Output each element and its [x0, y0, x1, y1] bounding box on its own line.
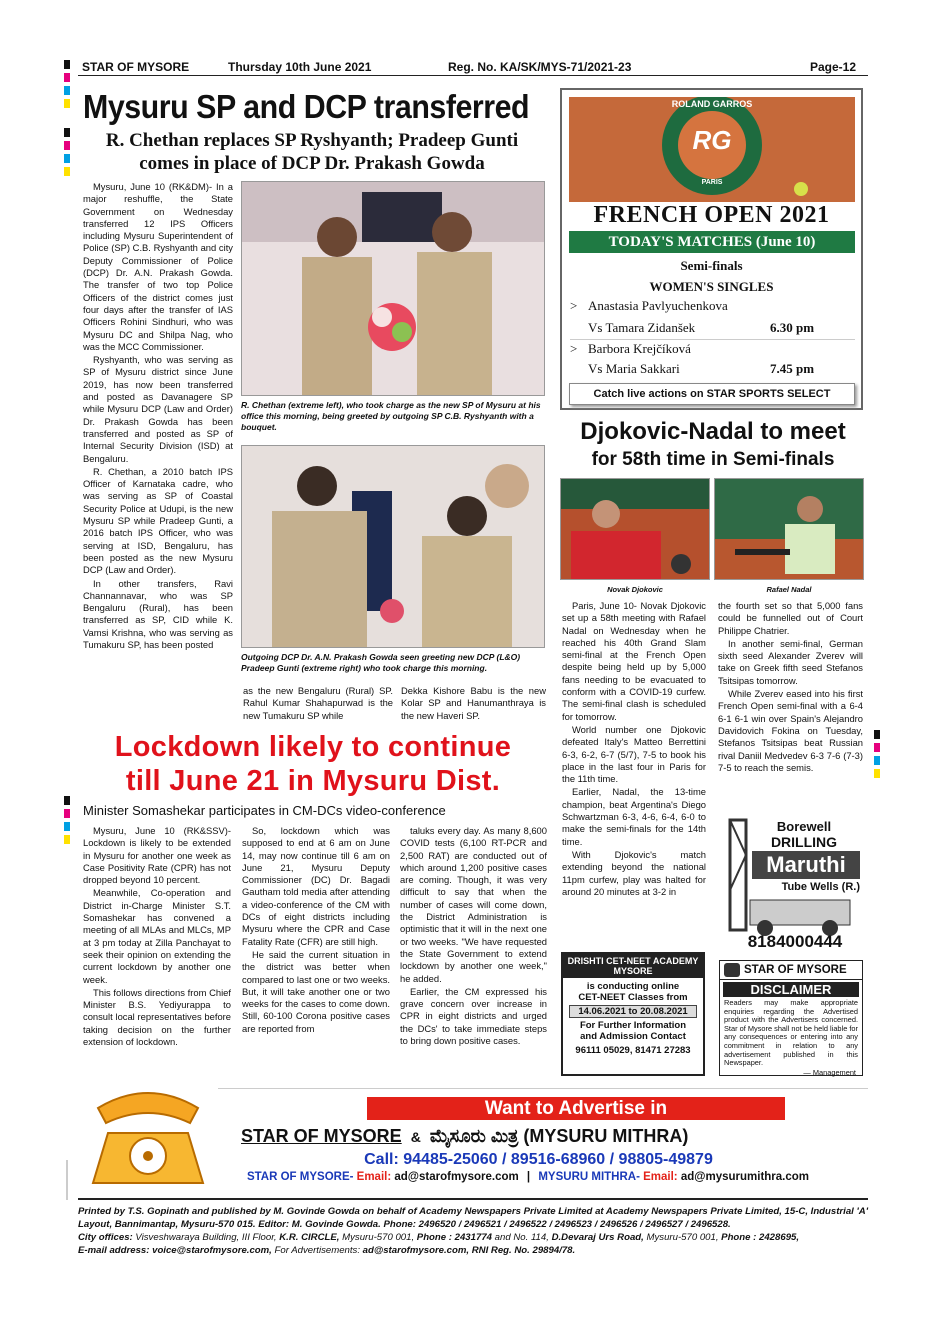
officers-greeting-image: [242, 446, 545, 648]
footer-part: ad@starofmysore.com, RNI Reg. No. 29894/78.: [362, 1245, 576, 1256]
story1-para: Mysuru, June 10 (RK&DM)- In a major reshuffle, the State Government on Wednesday transferred 12 IPS Officers including Mysuru Superintendent of Police (SP) C.B. Ryshyanth and city Deputy Commissioner of Police (DCP) Dr. A.N. Prakash Gowda. The transfer of two top Police Officers of the district comes just four days after the transfer of IAS Officers Rohini Sindhuri, who was Mysuru DC and Shilpa Nag, who was the MCC Commissioner.: [83, 181, 233, 352]
footer-part: and No. 114,: [494, 1232, 549, 1243]
story2-para: This follows directions from Chief Minister B.S. Yediyurappa to consult local representatives before taking decision on the further extension of lockdown.: [83, 986, 231, 1048]
story2-para: He said the current situation in the district was better when compared to last one or two weeks. But, it will take another one or two weeks for the cases to come down. Still, 60-100 Corona positive cases are reported from: [242, 948, 390, 1034]
advert-frame: [218, 1088, 868, 1190]
story1-para: Ryshyanth, who was serving as SP of Mysuru district since June 2019, has now been transferred and posted as Davanagere SP while Mysuru DCP (Law and Order) Dr. Prakash Gowda has been transferred and posted as SP of Internal Security Division (ISD) at Bengaluru.: [83, 354, 233, 464]
footer-part: E-mail address: voice@starofmysore.com,: [78, 1245, 272, 1256]
story2-para: So, lockdown which was supposed to end at 6 am on June 14, may now continue till 6 am on June 21, Mysuru Deputy Commissioner (DC) Dr. Bagadi Gautham told media after attending a video-conference of the CM with DCs of eight districts including Mysuru where the CPR and Case Fatality Rate (CFR) are still high.: [242, 825, 390, 947]
registration-strip-right: [874, 730, 880, 778]
lockdown-headline-line1: Lockdown likely to continue: [114, 731, 512, 763]
story1-para: In other transfers, Ravi Channannavar, who was SP Bengaluru (Rural), has been transferred as SP, CID while K. Vamsi Krishna, who was serving as Tumakuru SP, has been posted: [83, 577, 233, 650]
tennis-para: With Djokovic's match extending beyond the national 11pm curfew, play was halted for around 20 minutes at 3-2 in: [562, 848, 706, 897]
match-player-2: Vs Tamara Zidanšek: [588, 320, 696, 335]
advert-call: Call: 94485-25060 / 89516-68960 / 98805-49879: [364, 1151, 713, 1168]
footer-part: City offices:: [78, 1232, 133, 1243]
email-sep: |: [526, 1171, 531, 1183]
photo1-caption: R. Chethan (extreme left), who took charge as the new SP of Mysuru at his office this morning, being greeted by outgoing SP C.B. Ryshyanth with a bouquet.: [241, 400, 541, 432]
disclaimer-box: [719, 960, 863, 1076]
advert-amp: &: [410, 1129, 421, 1145]
djokovic-image: [561, 479, 710, 580]
story1-para: R. Chethan, a 2010 batch IPS Officer of Karnataka cadre, who was serving as SP of Coastal Security Police at Udupi, is the new Mysuru SP while Pradeep Gunti, a 2016 batch IPS Officer, who was serving at ISD, Bengaluru, has been posted as the new Mysuru DCP (Law and Order).: [83, 465, 233, 576]
match-player-1: Anastasia Pavlyuchenkova: [588, 298, 728, 313]
issue-date: Thursday 10th June 2021: [228, 60, 372, 74]
footer-imprint: [78, 1205, 868, 1257]
match-divider: [570, 339, 855, 340]
registration-strip-left: [64, 60, 70, 108]
ad-academy-city: MYSORE: [613, 966, 653, 976]
match-1: [570, 298, 855, 335]
drishti-academy-ad: [561, 952, 705, 1076]
footer-rule: [78, 1198, 868, 1200]
match-time: 7.45 pm: [770, 361, 815, 376]
match-2: [570, 341, 855, 376]
story2-para: Meanwhile, Co-operation and District in-Charge Minister S.T. Somashekar has convened a meeting of all MLAs and MLCs, MP at 3 pm today at Zilla Panchayat to seek their opinion on extending the current lockdown by another one week.: [83, 887, 231, 985]
logo-mark: RG: [692, 125, 732, 155]
disclaimer-paper: STAR OF MYSORE: [744, 964, 847, 976]
tennis-column-2: [718, 600, 863, 775]
ad-line: is conducting online: [586, 981, 680, 992]
footer-part: For Advertisements:: [274, 1245, 360, 1256]
photo2-caption: Outgoing DCP Dr. A.N. Prakash Gowda seen greeting new DCP (L&O) Pradeep Gunti (extreme right) who took charge this morning.: [241, 652, 521, 673]
ad-dates: 14.06.2021 to 20.08.2021: [569, 1005, 697, 1018]
ad-line: For Further Information: [579, 1020, 687, 1031]
footer-line-2: [78, 1231, 868, 1244]
advert-paper-name: STAR OF MYSORE: [241, 1126, 402, 1146]
djokovic-caption: Novak Djokovic: [607, 585, 663, 594]
email-value-1: ad@starofmysore.com: [394, 1171, 519, 1183]
tennis-para: While Zverev eased into his first French Open semi-final with a 6-4 6-1 6-1 win over Spain's Alejandro Davidovich Fokina on Tuesday, Stefanos Tsitsipas beat Russian rival Daniil Medvedev 6-3 7-6 (7-3) 7-5 to reach the semis.: [718, 688, 863, 773]
borewell-ad: [720, 815, 862, 950]
todays-matches-bar: TODAY'S MATCHES (June 10): [569, 231, 855, 253]
story2-column-3: [400, 825, 547, 1048]
ad-academy-name: DRISHTI CET-NEET ACADEMY: [567, 956, 699, 966]
match-arrow: >: [570, 341, 578, 356]
footer-part: Mysuru-570 001,: [342, 1232, 415, 1243]
french-open-title: FRENCH OPEN 2021: [593, 202, 830, 228]
officers-bouquet-image: [242, 182, 545, 396]
disclaimer-title: DISCLAIMER: [723, 982, 859, 997]
clay-court-banner: [569, 97, 855, 202]
masthead-name: STAR OF MYSORE: [82, 60, 190, 74]
tennis-para: the fourth set so that 5,000 fans could be funnelled out of Court Philippe Chatrier.: [718, 600, 863, 636]
email-word: Email:: [356, 1171, 392, 1183]
registration-strip-left-2: [64, 128, 70, 176]
nadal-caption: Rafael Nadal: [766, 585, 812, 594]
borewell-title: Borewell: [776, 819, 832, 834]
lockdown-subhead: Minister Somashekar participates in CM-DCs video-conference: [83, 803, 446, 818]
match-player-2: Vs Maria Sakkari: [588, 361, 680, 376]
ad-line: CET-NEET Classes from: [578, 992, 688, 1003]
disclaimer-sign: — Management: [803, 1067, 856, 1077]
event-label: WOMEN'S SINGLES: [649, 279, 774, 294]
logo-top-text: ROLAND GARROS: [671, 99, 753, 109]
story1-column-1: [83, 181, 233, 652]
tennis-para: Earlier, Nadal, the 13-time champion, beat Argentina's Diego Schwartzman 6-3, 4-6, 6-4, 6-0 to make the semi-finals for the 14th time.: [562, 786, 706, 847]
advert-kannada: ಮೈಸೂರು ಮಿತ್ರ: [429, 1126, 519, 1146]
match-time: 6.30 pm: [770, 320, 815, 335]
disclaimer-text: Readers may make appropriate enquiries regarding the Advertised product with the Advertisers concerned. Star of Mysore shall not be held liable for any consequences or entering into any commitment in relation to any advertisement published in this Newspaper.: [724, 998, 858, 1068]
tennis-headline-1: Djokovic-Nadal to meet: [580, 418, 846, 445]
telephone-icon: [78, 1078, 218, 1190]
match-player-1: Barbora Krejčíková: [588, 341, 691, 356]
emblem-icon: [724, 963, 740, 977]
tennis-headline-2: for 58th time in Semi-finals: [591, 449, 835, 470]
footer-part: Mysuru-570 001,: [646, 1232, 719, 1243]
story1-column-2: [243, 685, 393, 723]
advert-mithra: (MYSURU MITHRA): [523, 1126, 689, 1146]
story1-subhead: R. Chethan replaces SP Ryshyanth; Pradeep Gunti comes in place of DCP Dr. Prakash Gowda: [105, 130, 519, 174]
footer-line-1: Printed by T.S. Gopinath and published by M. Govinde Gowda on behalf of Academy Newspapers Private Limited at Academy Newspapers Private Limited, 15-C, Industrial 'A' Layout, Bannimantap, Mysuru-570 015. Editor: M. Govinde Gowda. Phone: 2496520 / 2496521 / 2496522 / 2496523 / 2496526 / 2496527 / 2496528.: [78, 1206, 868, 1230]
story2-column-2: [242, 825, 390, 1036]
story2-column-1: [83, 825, 231, 1049]
tennis-para: In another semi-final, German sixth seed Alexander Zverev will take on Greek fifth seed Stefanos Tsitsipas tomorrow.: [718, 637, 863, 686]
round-label: Semi-finals: [680, 258, 743, 273]
story1-headline: Mysuru SP and DCP transferred: [83, 88, 530, 125]
djokovic-photo: [560, 478, 710, 580]
story2-para: Earlier, the CM expressed his grave concern over increase in CPR in eight districts and urged the DCs' to take immediate steps to bring down positive cases.: [400, 985, 547, 1047]
lockdown-headline-line2: till June 21 in Mysuru Dist.: [125, 765, 501, 797]
footer-part: K.R. CIRCLE,: [279, 1232, 340, 1243]
french-open-box: [560, 88, 863, 410]
story2-para: taluks every day. As many 8,600 COVID tests (6,100 RT-PCR and 2,500 RAT) are conducted out of which around 1,200 positive cases are coming. Though, it was very difficult to say that when the number of cases will come down, the District Administration is optimistic that it will in the next one or two weeks. "We have requested the State Government to extend lockdown by another one week," he added.: [400, 825, 547, 984]
email-word: Email:: [643, 1171, 678, 1183]
footer-part: Phone : 2428695,: [721, 1232, 800, 1243]
tennis-column-1: [562, 600, 706, 899]
page-header: [78, 58, 868, 76]
ad-line: and Admission Contact: [580, 1031, 686, 1042]
logo-bottom-text: PARIS: [701, 179, 723, 186]
tube-wells: Tube Wells (R.): [781, 881, 860, 893]
email-value-2: ad@mysurumithra.com: [680, 1171, 810, 1183]
photo-sp-takeover: [241, 181, 545, 396]
registration-number: Reg. No. KA/SK/MYS-71/2021-23: [448, 60, 632, 74]
page-number: Page-12: [810, 60, 857, 74]
story1-continued: Dekka Kishore Babu is the new Kolar SP and Hanumanthraya is the new Haveri SP.: [401, 685, 546, 721]
advert-banner: Want to Advertise in: [367, 1097, 785, 1120]
margin-rule: [66, 1160, 68, 1200]
photo-dcp-takeover: [241, 445, 545, 648]
story1-column-3: [401, 685, 546, 723]
nadal-photo: [714, 478, 864, 580]
story1-continued: as the new Bengaluru (Rural) SP. Rahul Kumar Shahapurwad is the new Tumakuru SP while: [243, 685, 393, 721]
footer-line-3: [78, 1244, 868, 1257]
ad-phones: 96111 05029, 81471 27283: [575, 1045, 691, 1056]
tennis-para: World number one Djokovic defeated Italy's Matteo Berrettini 6-3, 6-2, 6-7 (5/7), 7-5 to book his place in the last four in Paris for the 11th time.: [562, 723, 706, 785]
footer-part: D.Devaraj Urs Road,: [551, 1232, 644, 1243]
tennis-para: Paris, June 10- Novak Djokovic set up a 58th meeting with Rafael Nadal on Wednesday when he reached his 40th Grand Slam semi-final at the French Open despite being held up by 5,000 fans needing to be evacuated to conform with a COVID-19 curfew. The semi-final clash is scheduled for tomorrow.: [562, 600, 706, 722]
email-label-2: MYSURU MITHRA-: [538, 1171, 640, 1183]
footer-part: Phone : 2431774: [416, 1232, 492, 1243]
match-arrow: >: [570, 298, 578, 313]
email-label-1: STAR OF MYSORE-: [246, 1171, 354, 1183]
advert-phone-graphic: [78, 1078, 218, 1190]
registration-strip-left-3: [64, 796, 70, 844]
story2-para: Mysuru, June 10 (RK&SSV)- Lockdown is likely to be extended in Mysuru for another one week as Case Positivity Rate (CPR) has not dropped beyond 10 percent.: [83, 825, 231, 886]
maruthi-brand: Maruthi: [752, 851, 860, 879]
nadal-image: [715, 479, 864, 580]
footer-part: Visveshwaraya Building, III Floor,: [135, 1232, 277, 1243]
borewell-phone: 8184000444: [747, 932, 843, 951]
borewell-subtitle: DRILLING: [770, 834, 838, 850]
broadcast-note: Catch live actions on STAR SPORTS SELECT: [569, 383, 855, 405]
